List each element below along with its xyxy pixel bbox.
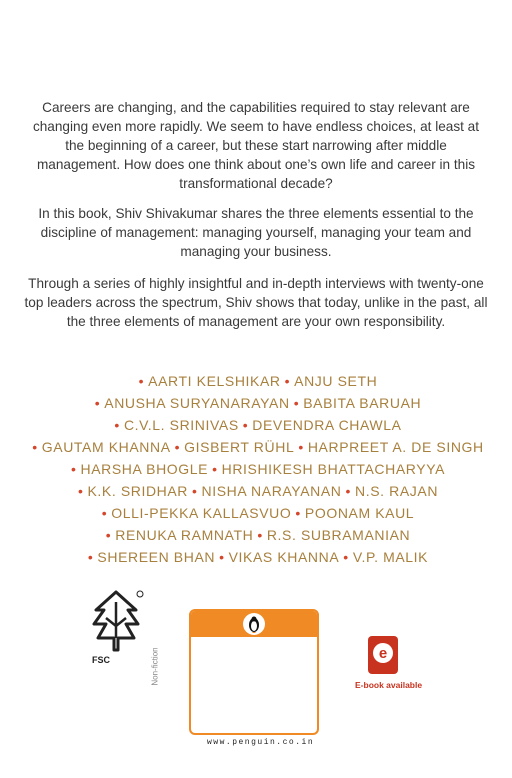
- leader-names-line: [10, 502, 502, 524]
- bullet-icon: •: [77, 483, 84, 499]
- leader-name: HARPREET A. DE SINGH: [307, 439, 484, 455]
- genre-label: Non-fiction: [150, 647, 160, 686]
- leader-names-line: [10, 480, 502, 502]
- bullet-icon: •: [242, 417, 249, 433]
- leader-name: BABITA BARUAH: [303, 395, 422, 411]
- leader-name: GISBERT RÜHL: [184, 439, 295, 455]
- ebook-label: E-book available: [355, 680, 423, 690]
- bullet-icon: •: [212, 461, 218, 477]
- publisher-url: www.penguin.co.in: [207, 738, 315, 747]
- penguin-logo-icon: [243, 613, 265, 635]
- leader-name: DEVENDRA CHAWLA: [252, 417, 402, 433]
- genre-label-container: [150, 612, 190, 732]
- bullet-icon: •: [87, 549, 94, 565]
- leader-names-line: [10, 370, 502, 392]
- leader-name: POONAM KAUL: [304, 505, 415, 521]
- bullet-icon: •: [114, 417, 120, 433]
- blurb-paragraph-1: Careers are changing, and the capabilities required to stay relevant are changing even more rapidly. We seem to have endless choices, at least at the beginning of a career, but these start narrowing after middle management. How does one think about one’s own life and career in this transformational decade?: [32, 100, 480, 191]
- bullet-icon: •: [298, 439, 304, 455]
- leader-names-line: [10, 436, 502, 458]
- leader-name: R.S. SUBRAMANIAN: [266, 527, 411, 543]
- blurb-paragraph-2: In this book, Shiv Shivakumar shares the three elements essential to the discipline of management: managing yourself, managing your team and managing your business.: [38, 206, 474, 259]
- bullet-icon: •: [219, 549, 225, 565]
- leader-name: N.S. RAJAN: [355, 483, 439, 499]
- leader-names-line: [10, 392, 502, 414]
- leader-name: GAUTAM KHANNA: [41, 439, 171, 455]
- leader-names-line: [10, 414, 502, 436]
- leader-name: HRISHIKESH BHATTACHARYYA: [221, 461, 446, 477]
- leader-name: NISHA NARAYANAN: [201, 483, 342, 499]
- bullet-icon: •: [293, 395, 300, 411]
- svg-text:e: e: [378, 645, 388, 662]
- leader-name: ANUSHA SURYANARAYAN: [104, 395, 290, 411]
- bullet-icon: •: [343, 549, 349, 565]
- leader-names-line: [10, 458, 502, 480]
- leader-name: OLLI-PEKKA KALLASVUO: [111, 505, 292, 521]
- fsc-logo-icon: [86, 588, 146, 658]
- bullet-icon: •: [345, 483, 352, 499]
- ebook-icon: [367, 635, 399, 675]
- bullet-icon: •: [70, 461, 77, 477]
- bullet-icon: •: [138, 373, 145, 389]
- bullet-icon: •: [257, 527, 263, 543]
- leader-names-line: [10, 546, 502, 568]
- bullet-icon: •: [32, 439, 38, 455]
- bullet-icon: •: [174, 439, 181, 455]
- leader-name: K.K. SRIDHAR: [87, 483, 189, 499]
- leader-name: ANJU SETH: [294, 373, 378, 389]
- leader-name: RENUKA RAMNATH: [115, 527, 254, 543]
- bullet-icon: •: [101, 505, 108, 521]
- bullet-icon: •: [192, 483, 198, 499]
- penguin-barcode-box: [189, 609, 319, 735]
- leader-name: HARSHA BHOGLE: [80, 461, 209, 477]
- leader-names-line: [10, 524, 502, 546]
- leader-name: SHEREEN BHAN: [97, 549, 216, 565]
- penguin-header-band: [191, 611, 317, 637]
- blurb-paragraph-3: Through a series of highly insightful and in-depth interviews with twenty-one top leaders across the spectrum, Shiv shows that today, unlike in the past, all the three elements of management are your own responsibility.: [24, 276, 488, 329]
- bullet-icon: •: [295, 505, 301, 521]
- fsc-label: FSC: [92, 655, 110, 665]
- leader-name: AARTI KELSHIKAR: [148, 373, 281, 389]
- leader-names-list: [10, 370, 502, 568]
- leader-name: V.P. MALIK: [352, 549, 429, 565]
- leader-name: VIKAS KHANNA: [228, 549, 340, 565]
- bullet-icon: •: [284, 373, 291, 389]
- bullet-icon: •: [105, 527, 112, 543]
- leader-name: C.V.L. SRINIVAS: [123, 417, 239, 433]
- bullet-icon: •: [94, 395, 101, 411]
